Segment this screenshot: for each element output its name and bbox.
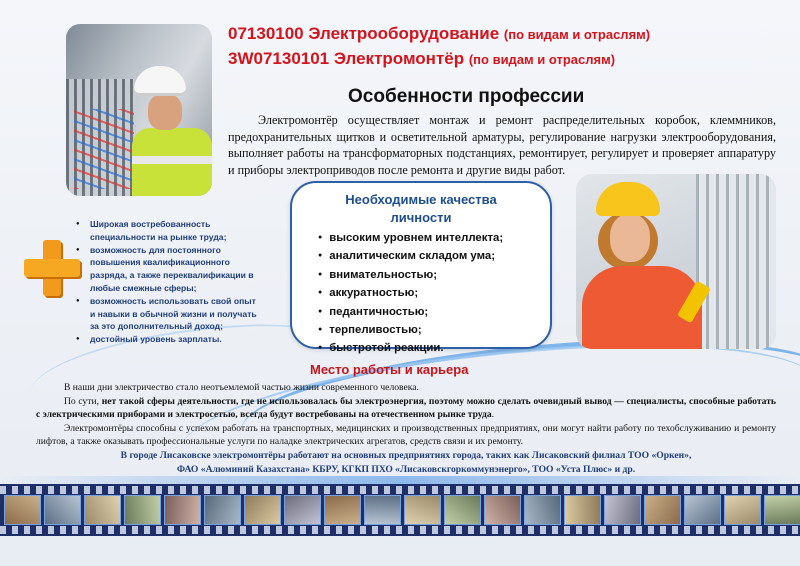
film-frame-photo xyxy=(204,495,241,525)
electrician-photo-right xyxy=(576,174,776,349)
film-frame-photo xyxy=(84,495,121,525)
wires xyxy=(74,109,134,189)
film-frame-photo xyxy=(644,495,681,525)
electrician-photo-left xyxy=(66,24,212,196)
qualification-suffix: (по видам и отраслям) xyxy=(468,52,616,67)
qualification-code: 3W07130101 Электромонтёр xyxy=(228,49,465,68)
qualities-title xyxy=(292,191,550,227)
features-text: Электромонтёр осуществляет монтаж и ремонт распределительных коробок, клеммников, предохранительных щитков и осветительной арматуры, регулирование нагрузки электрооборудования, выполняет работы на трансформаторных подстанциях, ремонтирует, регулирует и проверяет аппаратуру и приборы электроприводов после ремонта и другие виды работ. xyxy=(228,113,776,177)
photo-film-strip xyxy=(0,484,800,536)
features-heading: Особенности профессии xyxy=(348,86,585,107)
film-frame-photo xyxy=(284,495,321,525)
plus-icon-horizontal xyxy=(24,259,80,277)
breaker-panel xyxy=(696,174,776,349)
film-frames xyxy=(4,495,800,525)
qualities-title-line2: личности xyxy=(390,210,452,225)
advantage-item: ● Широкая востребованность специальности на рынке труда; xyxy=(76,218,262,244)
quality-item: ● быстротой реакции. xyxy=(318,339,503,357)
film-frame-photo xyxy=(124,495,161,525)
film-frame-photo xyxy=(4,495,41,525)
yellow-helmet xyxy=(596,182,660,216)
film-frame-photo xyxy=(444,495,481,525)
career-employers-line2: ФАО «Алюминий Казахстана» КБРУ, КГКП ПХО «Лисаковскгоркоммунэнерго», ТОО «Уста Плюс» и др. xyxy=(176,463,636,475)
film-frame-photo xyxy=(324,495,361,525)
film-frame-photo xyxy=(484,495,521,525)
career-heading: Место работы и карьера xyxy=(310,362,469,377)
film-frame-photo xyxy=(524,495,561,525)
film-frame-photo xyxy=(684,495,721,525)
film-frame-photo xyxy=(724,495,761,525)
film-perforation-top xyxy=(0,486,800,494)
career-text xyxy=(36,381,776,476)
film-frame-photo xyxy=(164,495,201,525)
film-perforation-bottom xyxy=(0,526,800,534)
quality-item: ● терпеливостью; xyxy=(318,321,503,339)
title-line-1 xyxy=(228,24,650,44)
plus-icon xyxy=(24,240,80,296)
qualities-title-line1: Необходимые качества xyxy=(345,192,497,207)
quality-item: ● педантичностью; xyxy=(318,303,503,321)
advantages-list xyxy=(76,218,262,346)
film-frame-photo xyxy=(364,495,401,525)
worker-face xyxy=(148,94,182,130)
white-helmet xyxy=(134,66,186,96)
career-paragraph-1: В наши дни электричество стало неотъемлемой частью жизни современного человека. xyxy=(64,382,419,393)
film-frame-photo xyxy=(404,495,441,525)
specialty-suffix: (по видам и отраслям) xyxy=(503,27,651,42)
quality-item: ● высоким уровнем интеллекта; xyxy=(318,229,503,247)
film-frame-photo xyxy=(604,495,641,525)
film-frame-photo xyxy=(564,495,601,525)
advantage-item: ● достойный уровень зарплаты. xyxy=(76,333,262,346)
career-p2-start: По сути, xyxy=(64,395,102,407)
qualities-box xyxy=(290,181,552,355)
film-frame-photo xyxy=(44,495,81,525)
qualities-list xyxy=(318,229,503,358)
career-p2-bold: нет такой сферы деятельности, где не использовалась бы электроэнергия, поэтому можно сделать очевидный вывод — специалисты, способные работать с электрическими приборами и электросетью, всегда будут востребованы на отечественном рынке труда xyxy=(36,395,776,421)
quality-item: ● аналитическим складом ума; xyxy=(318,247,503,265)
specialty-code: 07130100 Электрооборудование xyxy=(228,24,500,43)
career-paragraph-3: Электромонтёры способны с успехом работать на транспортных, медицинских и производственных предприятиях, они могут найти работу по техобслуживанию и ремонту лифтов, а также оказывать профессиональные услуги по наладке электрических агрегатов, средств связи и их ремонту. xyxy=(36,422,776,448)
career-employers-line1: В городе Лисаковске электромонтёры работают на основных предприятиях города, таких как Лисаковский филиал ТОО «Оркен», xyxy=(120,449,692,461)
film-frame-photo xyxy=(244,495,281,525)
quality-item: ● внимательностью; xyxy=(318,266,503,284)
advantage-item: ● возможность для постоянного повышения квалификационного разряда, а также переквалификации в любые смежные сферы; xyxy=(76,244,262,295)
quality-item: ● аккуратностью; xyxy=(318,284,503,302)
film-frame-photo xyxy=(764,495,800,525)
title-line-2 xyxy=(228,49,615,69)
career-p2-end: . xyxy=(491,409,495,421)
vest-stripe xyxy=(132,156,212,164)
worker-face xyxy=(610,214,650,262)
advantage-item: ● возможность использовать свой опыт и навыки в обычной жизни и получать за это дополнительный доход; xyxy=(76,295,262,333)
career-paragraph-2 xyxy=(36,395,776,422)
